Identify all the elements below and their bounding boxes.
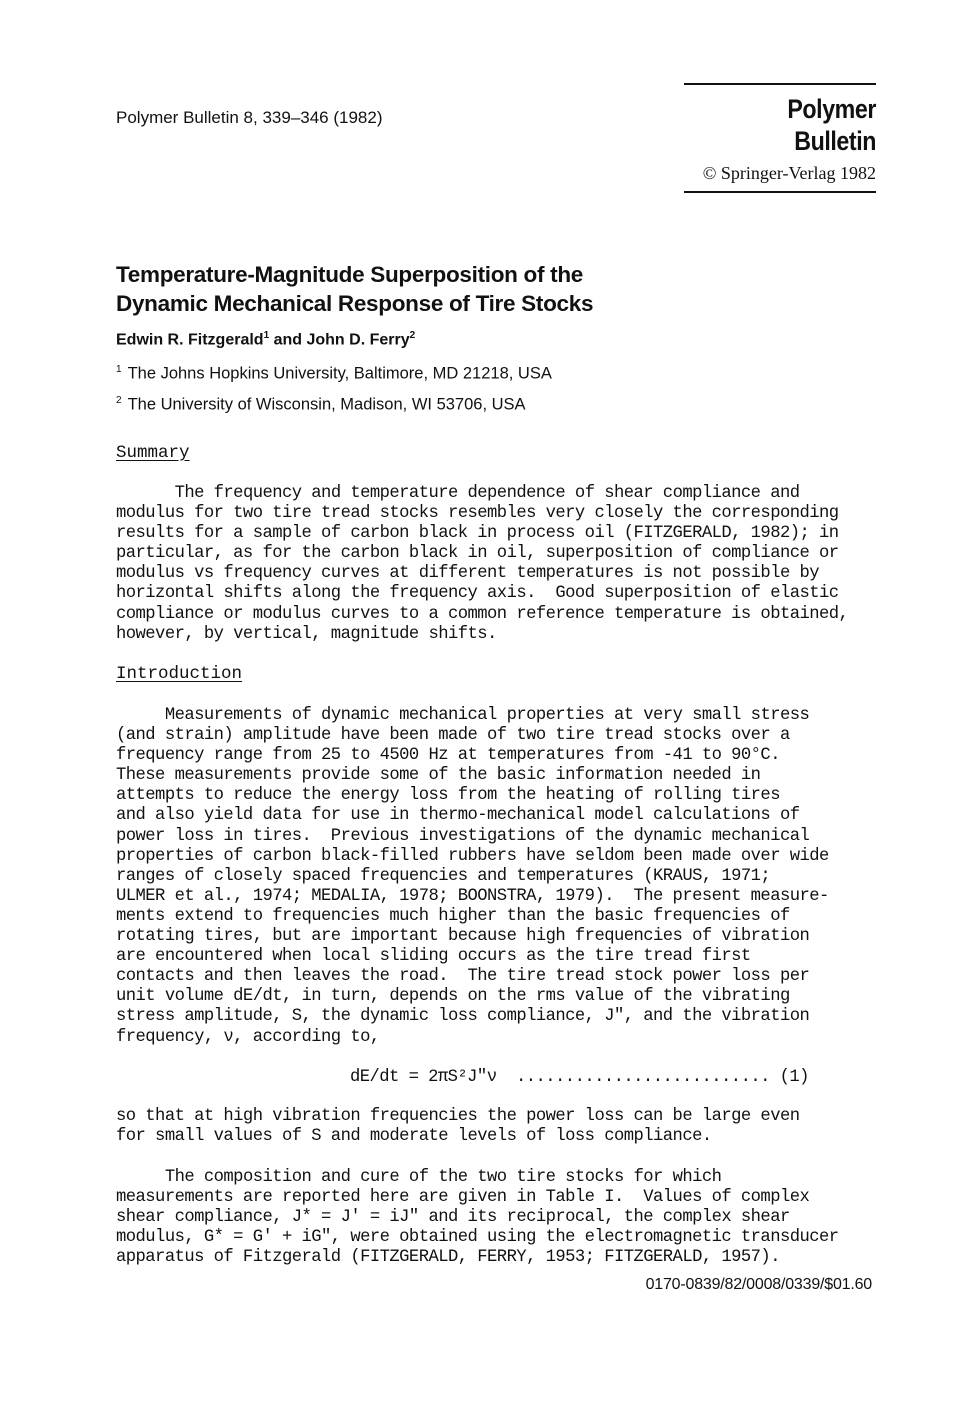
author-1: Edwin R. Fitzgerald <box>116 331 264 349</box>
equation-1: dE/dt = 2πS²J"ν .......................... (1) <box>350 1068 809 1087</box>
summary-text: The frequency and temperature dependence of shear compliance and modulus for two tire tread stocks resembles very closely the corresponding results for a sample of carbon black in process oil (FITZGERALD, 1982); in particular, as for the carbon black in oil, superposition of compliance or modulus vs frequency curves at different temperatures is not possible by horizontal shifts along the frequency axis. Good superposition of elastic compliance or modulus curves to a common reference temperature is obtained, however, by vertical, magnitude shifts. <box>116 484 849 644</box>
journal-masthead <box>684 83 876 193</box>
paper-title <box>116 260 593 318</box>
author-2-affiliation-mark: 2 <box>409 330 416 341</box>
journal-name: Polymer Bulletin <box>787 94 876 156</box>
affiliation-1-mark: 1 <box>116 364 122 375</box>
author-list <box>116 330 415 349</box>
introduction-paragraph-1: Measurements of dynamic mechanical properties at very small stress (and strain) amplitude have been made of two tire tread stocks over a frequency range from 25 to 4500 Hz at temperatures from -41 to 90°C. These measurements provide some of the basic information needed in attempts to reduce the energy loss from the heating of rolling tires and also yield data for use in thermo-mechanical model calculations of power loss in tires. Previous investigations of the dynamic mechanical properties of carbon black-filled rubbers have seldom been made over wide ranges of closely spaced frequencies and temperatures (KRAUS, 1971; ULMER et al., 1974; MEDALIA, 1978; BOONSTRA, 1979). The present measure- ments extend to frequencies much higher than the basic frequencies of rotating tires, but are important because high frequencies of vibration are encountered when local sliding occurs as the tire tread first contacts and then leaves the road. The tire tread stock power loss per unit volume dE/dt, in turn, depends on the rms value of the vibrating stress amplitude, S, the dynamic loss compliance, J", and the vibration frequency, ν, according to, <box>116 706 829 1047</box>
title-line-1: Temperature-Magnitude Superposition of the <box>116 262 583 287</box>
copyright-notice: © Springer-Verlag 1982 <box>702 163 876 183</box>
journal-citation: Polymer Bulletin 8, 339–346 (1982) <box>116 108 383 127</box>
affiliation-2 <box>116 395 526 415</box>
introduction-paragraph-3: The composition and cure of the two tire stocks for which measurements are reported here are given in Table I. Values of complex shear compliance, J* = J' = iJ" and its reciprocal, the complex shear modulus, G* = G' + iG", were obtained using the electromagnetic transducer apparatus of Fitzgerald (FITZGERALD, FERRY, 1953; FITZGERALD, 1957). <box>116 1168 839 1268</box>
affiliation-2-text: The University of Wisconsin, Madison, WI 53706, USA <box>127 395 526 414</box>
article-code: 0170-0839/82/0008/0339/$01.60 <box>645 1276 872 1293</box>
introduction-paragraph-2: so that at high vibration frequencies the power loss can be large even for small values of S and moderate levels of loss compliance. <box>116 1107 800 1147</box>
authors-conjunction: and <box>269 331 307 349</box>
affiliation-2-mark: 2 <box>116 395 122 406</box>
author-2: John D. Ferry <box>306 331 410 349</box>
affiliation-1-text: The Johns Hopkins University, Baltimore, MD 21218, USA <box>127 364 552 383</box>
affiliation-1 <box>116 364 552 384</box>
summary-heading: Summary <box>116 443 190 463</box>
introduction-heading: Introduction <box>116 664 243 684</box>
author-1-affiliation-mark: 1 <box>263 330 270 341</box>
title-line-2: Dynamic Mechanical Response of Tire Stocks <box>116 291 594 316</box>
